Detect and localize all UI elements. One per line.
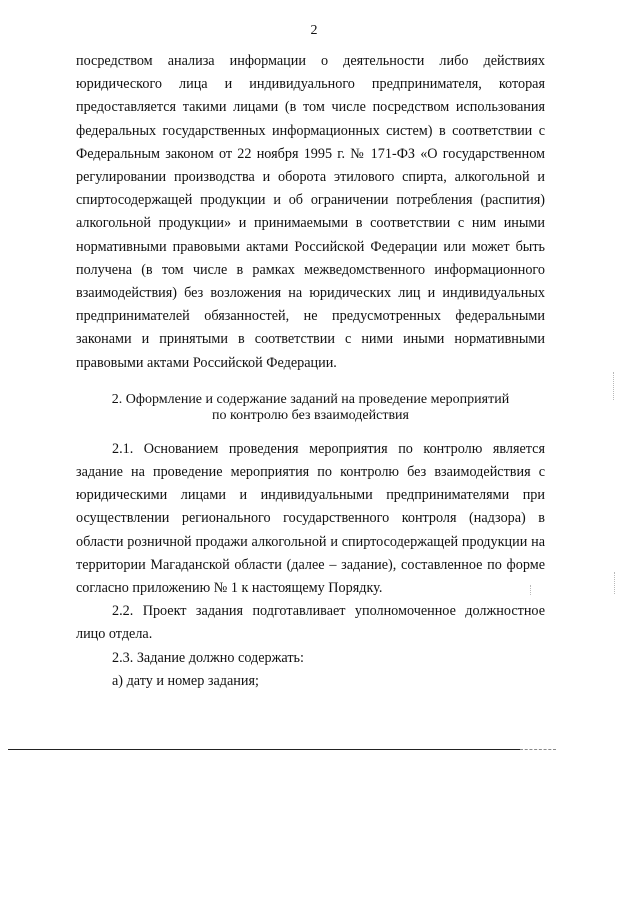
- page-separator-line: [8, 749, 520, 750]
- document-body: [76, 50, 545, 693]
- paragraph-2-1: 2.1. Основанием проведения мероприятия по контролю является задание на проведение мероприятия по контролю без взаимодействия с юридическими лицами и индивидуальными предпринимателями при осуществлении регионального государственного контроля (надзора) в области розничной продажи алкогольной и спиртосодержащей продукции на территории Магаданской области (далее – задание), составленное по форме согласно приложению № 1 к настоящему Порядку.: [76, 440, 545, 597]
- paragraph-2-3: 2.3. Задание должно содержать:: [112, 649, 304, 666]
- section-heading-line-1: 2. Оформление и содержание заданий на проведение мероприятий: [111, 391, 510, 407]
- page-separator-tail: [520, 749, 556, 750]
- page-number: 2: [310, 23, 318, 38]
- paragraph-continuation: посредством анализа информации о деятельности либо действиях юридического лица и индивидуального предпринимателя, которая предоставляется такими лицами (в том числе посредством использования федеральных государственных информационных систем) в соответствии с Федеральным законом от 22 ноября 1995 г. № 171-ФЗ «О государственном регулировании производства и оборота этилового спирта, алкогольной и спиртосодержащей продукции и об ограничении потребления (распития) алкогольной продукции» и принимаемыми в соответствии с ним иными нормативными правовыми актами Российской Федерации или может быть получена (в том числе в рамках межведомственного информационного взаимодействия) без возложения на юридических лиц и индивидуальных предпринимателей обязанностей, не предусмотренных федеральными законами и принятыми в соответствии с ними иными нормативными правовыми актами Российской Федерации.: [76, 53, 545, 371]
- section-heading-line-2: по контролю без взаимодействия: [212, 407, 409, 423]
- section-heading: [76, 392, 545, 424]
- paragraph-2-2: 2.2. Проект задания подготавливает уполномоченное должностное лицо отдела.: [76, 603, 545, 643]
- scan-artifact-mark: [613, 372, 615, 400]
- list-item-a: а) дату и номер задания;: [112, 672, 259, 689]
- scan-artifact-mark: [614, 572, 616, 594]
- scan-artifact-mark: [530, 585, 532, 595]
